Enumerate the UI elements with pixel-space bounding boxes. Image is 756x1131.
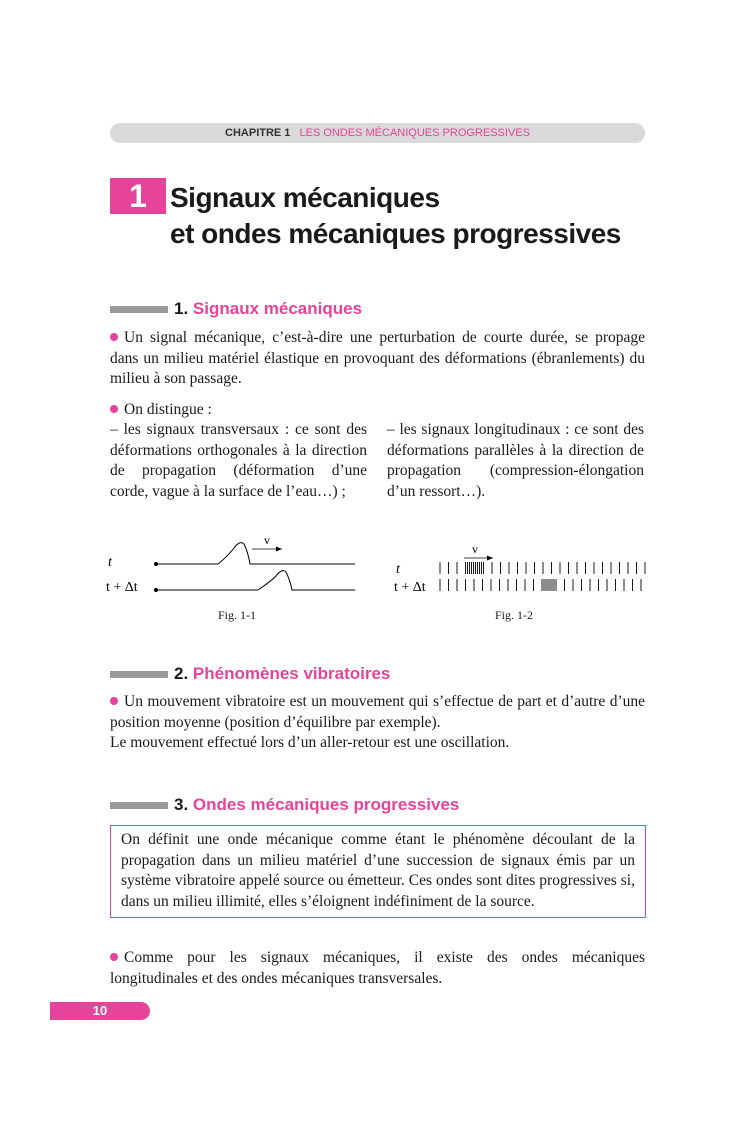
string-pulse-t-dt (156, 571, 355, 590)
section-1-heading (110, 298, 362, 320)
string-pulse-t (156, 543, 355, 564)
figure-caption-2: Fig. 1-2 (495, 608, 534, 622)
paragraph-text: On distingue : (124, 401, 212, 418)
label-t-dt: t + Δt (106, 580, 138, 595)
section-rule (110, 802, 168, 809)
section-2-paragraph-2: Le mouvement effectué lors d’un aller-retour est une oscillation. (110, 734, 510, 751)
label-t-dt: t + Δt (394, 580, 426, 595)
velocity-label: v (264, 533, 270, 547)
section-number: 2. (174, 664, 189, 683)
chapter-title-line1: Signaux mécaniques (170, 182, 440, 213)
chapter-number-badge: 1 (110, 178, 166, 214)
page-number-tab: 10 (50, 1002, 150, 1020)
figure-longitudinal-signal (390, 538, 652, 596)
section-3-heading (110, 794, 459, 816)
label-t: t (396, 562, 400, 577)
paragraph-text: Un signal mécanique, c’est-à-dire une perturbation de courte durée, se propage dans un milieu matériel élastique en provoquant des déformations (ébranlements) du milieu à son passage. (110, 329, 645, 387)
figure-transverse-signal (100, 530, 370, 600)
section-number: 3. (174, 795, 189, 814)
section-title: Phénomènes vibratoires (192, 664, 391, 683)
spring-coils-t-dt (440, 579, 641, 591)
section-number: 1. (174, 299, 189, 318)
bullet-icon (110, 697, 118, 705)
section-title: Ondes mécaniques progressives (192, 795, 460, 814)
definition-box: On définit une onde mécanique comme étant le phénomène découlant de la propagation dans un milieu matériel d’une succession de signaux émis par un système vibratoire appelé source ou émetteur. Ces ondes sont dites progressives si, dans un milieu illimité, elles s’éloignent indéfiniment de la source. (110, 825, 646, 918)
bullet-icon (110, 405, 118, 413)
chapter-header-title: LES ONDES MÉCANIQUES PROGRESSIVES (299, 127, 530, 139)
bullet-icon (110, 953, 118, 961)
velocity-arrowhead-icon (276, 547, 282, 552)
section-3-paragraph-1 (110, 948, 645, 989)
paragraph-text: Un mouvement vibratoire est un mouvement qui s’effectue de part et d’autre d’une position moyenne (position d’équilibre par exemple). (110, 693, 645, 731)
column-longitudinal: – les signaux longitudinaux : ce sont des déformations parallèles à la direction de propagation (compression-élongation d’un ressort…). (387, 421, 644, 500)
section-1-paragraph-2 (110, 400, 645, 421)
section-rule (110, 671, 168, 678)
chapter-title-line2: et ondes mécaniques progressives (170, 218, 621, 249)
section-2-paragraph-1 (110, 692, 645, 733)
section-title: Signaux mécaniques (192, 299, 363, 318)
section-rule (110, 306, 168, 313)
column-transversal: – les signaux transversaux : ce sont des déformations orthogonales à la direction de propagation (déformation d’une corde, vague à la surface de l’eau…) ; (110, 421, 367, 500)
paragraph-text: Comme pour les signaux mécaniques, il existe des ondes mécaniques longitudinales et des ondes mécaniques transversales. (110, 949, 645, 987)
figure-caption-1: Fig. 1-1 (218, 608, 257, 622)
label-t: t (108, 555, 112, 570)
velocity-arrowhead-icon (487, 556, 493, 561)
section-1-paragraph-1 (110, 328, 645, 390)
chapter-header-bar (110, 123, 645, 143)
velocity-label: v (472, 542, 478, 556)
spring-coils-t (440, 562, 645, 574)
chapter-label: CHAPITRE 1 (225, 127, 291, 139)
chapter-title (170, 180, 621, 252)
bullet-icon (110, 333, 118, 341)
section-2-heading (110, 663, 390, 685)
